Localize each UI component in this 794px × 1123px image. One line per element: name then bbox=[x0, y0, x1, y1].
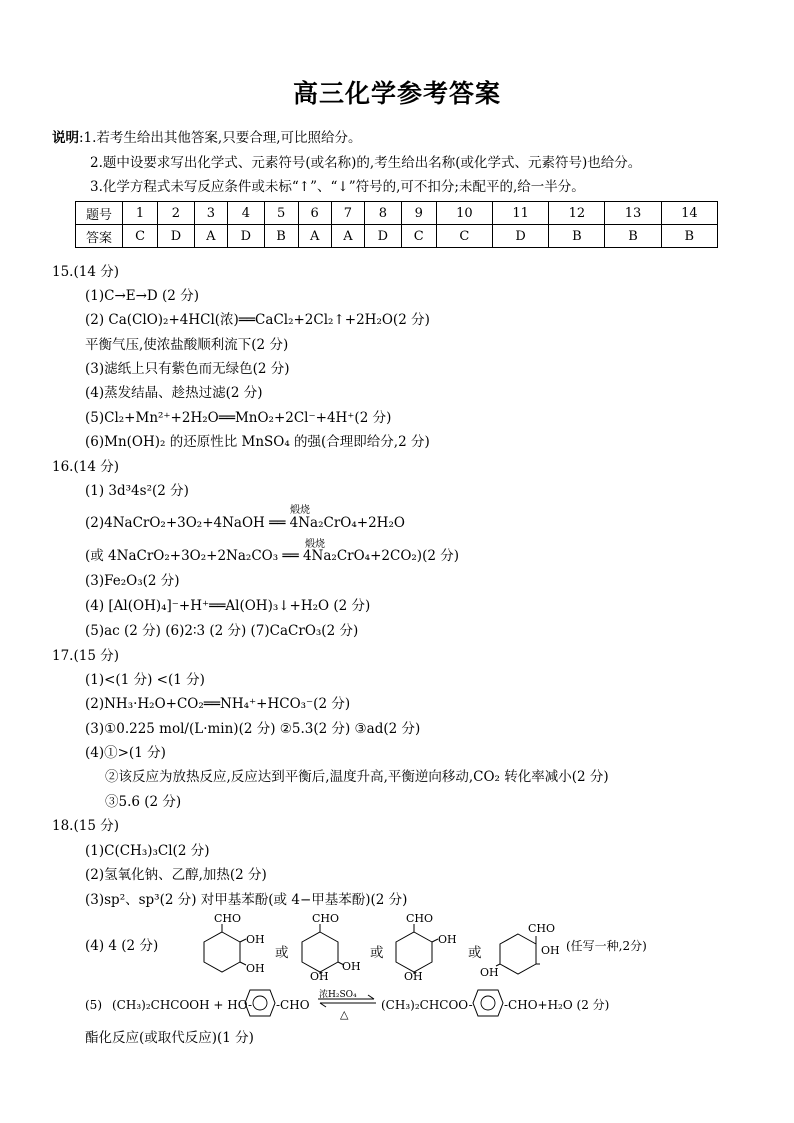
or-text: 或 bbox=[468, 945, 482, 961]
reaction-condition-bottom: △ bbox=[340, 1008, 349, 1021]
q16-line: (5)ac (2 分) (6)2∶3 (2 分) (7)CaCrO₃(2 分) bbox=[85, 623, 359, 639]
question-number: 5 bbox=[264, 202, 298, 225]
q15-line: (3)滤纸上只有紫色而无绿色(2 分) bbox=[85, 361, 290, 377]
answer-cell: A bbox=[194, 225, 227, 248]
q17-line: (4)①>(1 分) bbox=[85, 745, 166, 761]
q18-part5-type: 酯化反应(或取代反应)(1 分) bbox=[85, 1030, 254, 1046]
q17-line: ③5.6 (2 分) bbox=[105, 794, 182, 810]
answer-cell: B bbox=[264, 225, 298, 248]
question-number: 13 bbox=[605, 202, 661, 225]
q15-line: 平衡气压,使浓盐酸顺利流下(2 分) bbox=[85, 337, 289, 353]
q18-line: (3)sp²、sp³(2 分) 对甲基苯酚(或 4−甲基苯酚)(2 分) bbox=[85, 892, 408, 908]
answer-cell: D bbox=[365, 225, 402, 248]
group-cho: CHO bbox=[214, 912, 242, 925]
q18-part5-right: (CH₃)₂CHCOO- bbox=[381, 998, 473, 1012]
q18-heading: 18.(15 分) bbox=[52, 818, 119, 834]
chemical-structure bbox=[480, 920, 560, 984]
q18-part5-left-tail: -CHO bbox=[276, 998, 310, 1012]
question-number: 3 bbox=[194, 202, 227, 225]
benzene-ring bbox=[244, 988, 276, 1022]
q15-line: (5)Cl₂+Mn²⁺+2H₂O══MnO₂+2Cl⁻+4H⁺(2 分) bbox=[85, 410, 392, 426]
table-answer-row bbox=[76, 225, 718, 248]
question-number: 7 bbox=[331, 202, 364, 225]
group-oh: OH bbox=[342, 960, 361, 973]
question-number: 8 bbox=[365, 202, 402, 225]
answer-cell: C bbox=[436, 225, 492, 248]
answer-cell: B bbox=[661, 225, 717, 248]
page-title: 高三化学参考答案 bbox=[292, 79, 501, 108]
q15-line: (2) Ca(ClO)₂+4HCl(浓)══CaCl₂+2Cl₂↑+2H₂O(2 分) bbox=[85, 312, 430, 328]
q15-line: (1)C→E→D (2 分) bbox=[85, 288, 199, 304]
q16-line: (2)4NaCrO₂+3O₂+4NaOH ══ 4Na₂CrO₄+2H₂O bbox=[85, 515, 405, 531]
q17-line: ②该反应为放热反应,反应达到平衡后,温度升高,平衡逆向移动,CO₂ 转化率减小(2 分) bbox=[105, 769, 609, 785]
or-text: 或 bbox=[370, 945, 384, 961]
group-oh: OH bbox=[246, 962, 265, 975]
reaction-condition: 煅烧 bbox=[305, 539, 325, 550]
question-number: 10 bbox=[436, 202, 492, 225]
group-cho: CHO bbox=[406, 912, 434, 925]
q16-line: (3)Fe₂O₃(2 分) bbox=[85, 573, 180, 589]
q17-line: (1)<(1 分) <(1 分) bbox=[85, 672, 205, 688]
table-header-row bbox=[76, 202, 718, 225]
q15-heading: 15.(14 分) bbox=[52, 264, 119, 280]
q18-part5-label: (5) bbox=[85, 998, 102, 1012]
q18-part5-right-tail: -CHO+H₂O (2 分) bbox=[504, 998, 610, 1012]
q15-line: (6)Mn(OH)₂ 的还原性比 MnSO₄ 的强(合理即给分,2 分) bbox=[85, 434, 430, 450]
answer-cell: C bbox=[123, 225, 158, 248]
q18-part4-note: (任写一种,2分) bbox=[566, 939, 647, 953]
q16-line: (4) [Al(OH)₄]⁻+H⁺══Al(OH)₃↓+H₂O (2 分) bbox=[85, 598, 371, 614]
table-answer-label: 答案 bbox=[76, 225, 123, 248]
question-number: 2 bbox=[158, 202, 195, 225]
q18-part4-label: (4) 4 (2 分) bbox=[85, 938, 159, 954]
question-number: 1 bbox=[123, 202, 158, 225]
answer-cell: D bbox=[493, 225, 549, 248]
q18-line: (2)氢氧化钠、乙醇,加热(2 分) bbox=[85, 867, 267, 883]
answer-cell: B bbox=[549, 225, 605, 248]
question-number: 14 bbox=[661, 202, 717, 225]
reaction-condition: 煅烧 bbox=[290, 505, 310, 516]
answer-cell: D bbox=[228, 225, 265, 248]
q16-line: (或 4NaCrO₂+3O₂+2Na₂CO₃ ══ 4Na₂CrO₄+2CO₂)(2 分) bbox=[85, 548, 459, 564]
q18-line: (1)C(CH₃)₃Cl(2 分) bbox=[85, 843, 210, 859]
answer-table bbox=[75, 201, 718, 248]
question-number: 9 bbox=[401, 202, 436, 225]
group-oh: OH bbox=[480, 966, 499, 979]
q16-line: (1) 3d³4s²(2 分) bbox=[85, 483, 189, 499]
question-number: 12 bbox=[549, 202, 605, 225]
q18-part5-left: (CH₃)₂CHCOOH + HO- bbox=[112, 998, 253, 1012]
notes-text-1: :1.若考生给出其他答案,只要合理,可比照给分。 bbox=[79, 130, 362, 146]
chemical-structure bbox=[392, 912, 462, 984]
chemical-structure bbox=[200, 912, 270, 984]
q17-line: (2)NH₃·H₂O+CO₂══NH₄⁺+HCO₃⁻(2 分) bbox=[85, 696, 351, 712]
notes-line-1 bbox=[52, 129, 362, 147]
notes-label: 说明 bbox=[52, 130, 79, 146]
answer-cell: A bbox=[331, 225, 364, 248]
q17-heading: 17.(15 分) bbox=[52, 648, 119, 664]
table-header-label: 题号 bbox=[76, 202, 123, 225]
group-oh: OH bbox=[541, 944, 560, 957]
question-number: 6 bbox=[298, 202, 331, 225]
answer-cell: A bbox=[298, 225, 331, 248]
benzene-ring bbox=[472, 988, 504, 1022]
notes-line-3: 3.化学方程式未写反应条件或未标“↑”、“↓”符号的,可不扣分;未配平的,给一半分。 bbox=[90, 179, 585, 195]
group-cho: CHO bbox=[528, 922, 556, 935]
group-oh: OH bbox=[310, 970, 329, 980]
group-oh: OH bbox=[246, 933, 265, 946]
reaction-condition-top: 浓H₂SO₄ bbox=[319, 990, 357, 1000]
q17-line: (3)①0.225 mol/(L·min)(2 分) ②5.3(2 分) ③ad(2 分) bbox=[85, 721, 421, 737]
question-number: 11 bbox=[493, 202, 549, 225]
answer-cell: C bbox=[401, 225, 436, 248]
group-oh: OH bbox=[438, 933, 457, 946]
group-cho: CHO bbox=[312, 912, 340, 925]
or-text: 或 bbox=[275, 945, 289, 961]
answer-cell: B bbox=[605, 225, 661, 248]
answer-cell: D bbox=[158, 225, 195, 248]
group-oh: OH bbox=[404, 970, 423, 980]
chemical-structure bbox=[298, 912, 368, 984]
notes-line-2: 2.题中设要求写出化学式、元素符号(或名称)的,考生给出名称(或化学式、元素符号)也给分。 bbox=[90, 155, 642, 171]
q16-heading: 16.(14 分) bbox=[52, 459, 119, 475]
q15-line: (4)蒸发结晶、趁热过滤(2 分) bbox=[85, 385, 263, 401]
question-number: 4 bbox=[228, 202, 265, 225]
